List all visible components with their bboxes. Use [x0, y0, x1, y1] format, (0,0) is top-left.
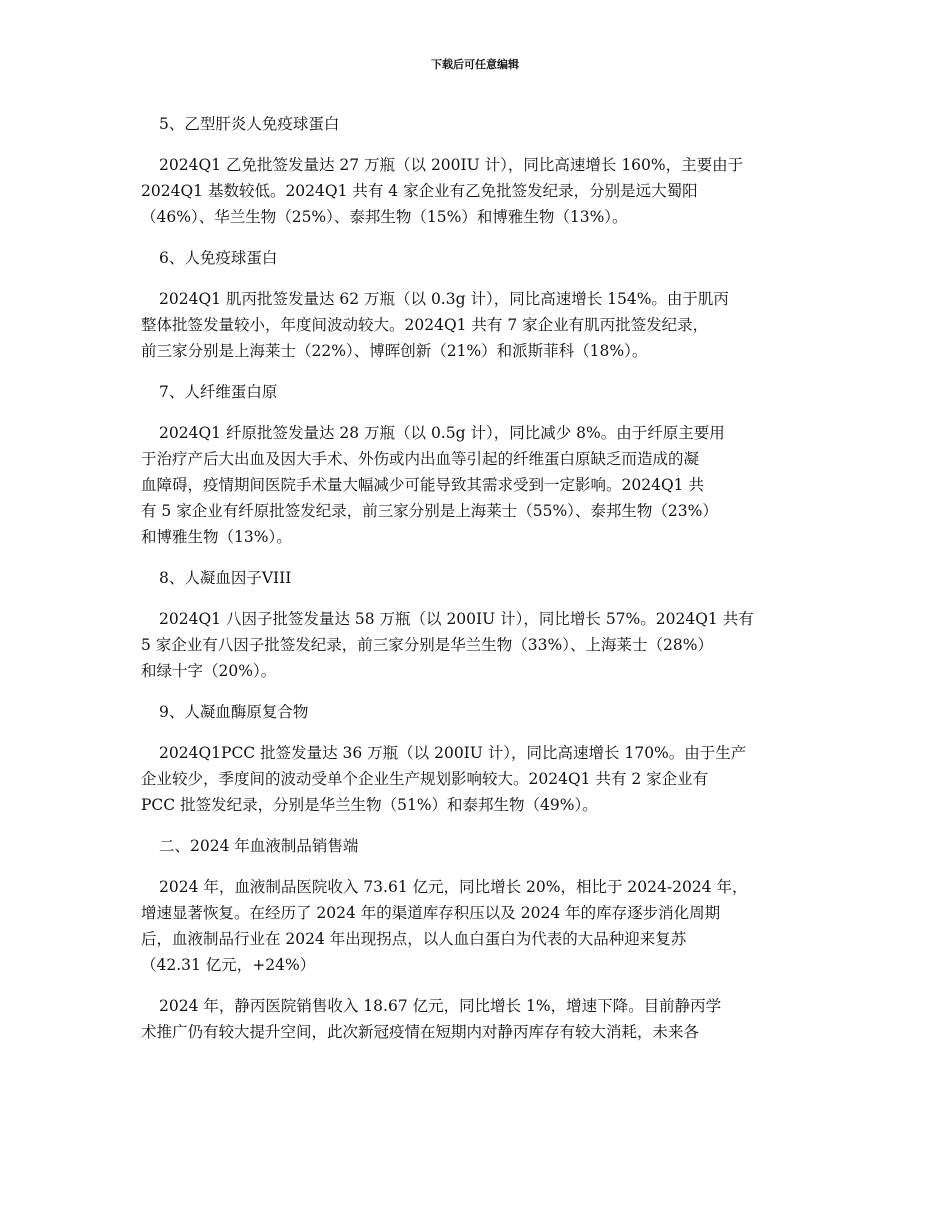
paragraph-line: （46%）、华兰生物（25%）、泰邦生物（15%）和博雅生物（13%）。 — [141, 208, 628, 226]
paragraph-line: 企业较少，季度间的波动受单个企业生产规划影响较大。2024Q1 共有 2 家企业有 — [141, 770, 709, 788]
paragraph-line: 2024Q1 乙免批签发量达 27 万瓶（以 200IU 计），同比高速增长 160%，主要由于 — [159, 156, 744, 174]
paragraph-line: 2024 年，静丙医院销售收入 18.67 亿元，同比增长 1%，增速下降。目前静丙学 — [159, 997, 722, 1015]
section-heading: 5、乙型肝炎人免疫球蛋白 — [159, 115, 340, 133]
paragraph-line: 血障碍，疫情期间医院手术量大幅减少可能导致其需求受到一定影响。2024Q1 共 — [141, 476, 704, 494]
paragraph — [141, 420, 811, 550]
document-body — [141, 111, 811, 1060]
paragraph-line: 2024Q1 八因子批签发量达 58 万瓶（以 200IU 计），同比增长 57%。2024Q1 共有 — [159, 610, 754, 628]
paragraph-line: 后，血液制品行业在 2024 年出现拐点，以人血白蛋白为代表的大品种迎来复苏 — [141, 930, 687, 948]
paragraph-line: 整体批签发量较小，年度间波动较大。2024Q1 共有 7 家企业有肌丙批签发纪录， — [141, 316, 709, 334]
page-header: 下载后可任意编辑 — [431, 58, 519, 71]
paragraph-line: 前三家分别是上海莱士（22%）、博晖创新（21%）和派斯菲科（18%）。 — [141, 342, 648, 360]
section-heading: 9、人凝血酶原复合物 — [159, 703, 309, 721]
paragraph-line: 于治疗产后大出血及因大手术、外伤或内出血等引起的纤维蛋白原缺乏而造成的凝 — [141, 450, 700, 468]
paragraph — [141, 993, 811, 1045]
section-heading: 二、2024 年血液制品销售端 — [159, 837, 359, 855]
paragraph-line: （42.31 亿元，+24%） — [141, 956, 316, 974]
paragraph — [141, 740, 811, 818]
paragraph-line: 增速显著恢复。在经历了 2024 年的渠道库存积压以及 2024 年的库存逐步消化周期 — [141, 904, 721, 922]
paragraph-line: 和博雅生物（13%）。 — [141, 528, 292, 546]
paragraph-line: 有 5 家企业有纤原批签发纪录，前三家分别是上海莱士（55%）、泰邦生物（23%） — [141, 502, 718, 520]
paragraph-line: PCC 批签发纪录，分别是华兰生物（51%）和泰邦生物（49%）。 — [141, 796, 598, 814]
paragraph — [141, 874, 811, 978]
paragraph-line: 2024 年，血液制品医院收入 73.61 亿元，同比增长 20%，相比于 2024-2024 年， — [159, 878, 748, 896]
paragraph — [141, 152, 811, 230]
paragraph — [141, 606, 811, 684]
paragraph-line: 术推广仍有较大提升空间，此次新冠疫情在短期内对静丙库存有较大消耗，未来各 — [141, 1023, 700, 1041]
section-heading: 6、人免疫球蛋白 — [159, 249, 278, 267]
paragraph-line: 5 家企业有八因子批签发纪录，前三家分别是华兰生物（33%）、上海莱士（28%） — [141, 636, 713, 654]
paragraph-line: 2024Q1 肌丙批签发量达 62 万瓶（以 0.3g 计），同比高速增长 154%。由于肌丙 — [159, 290, 729, 308]
paragraph-line: 2024Q1PCC 批签发量达 36 万瓶（以 200IU 计），同比高速增长 170%。由于生产 — [159, 744, 747, 762]
paragraph-line: 2024Q1 纤原批签发量达 28 万瓶（以 0.5g 计），同比减少 8%。由于纤原主要用 — [159, 424, 725, 442]
paragraph — [141, 286, 811, 364]
section-heading: 8、人凝血因子VIII — [159, 569, 292, 587]
paragraph-line: 和绿十字（20%）。 — [141, 662, 277, 680]
section-heading: 7、人纤维蛋白原 — [159, 383, 278, 401]
paragraph-line: 2024Q1 基数较低。2024Q1 共有 4 家企业有乙免批签发纪录，分别是远大蜀阳 — [141, 182, 698, 200]
